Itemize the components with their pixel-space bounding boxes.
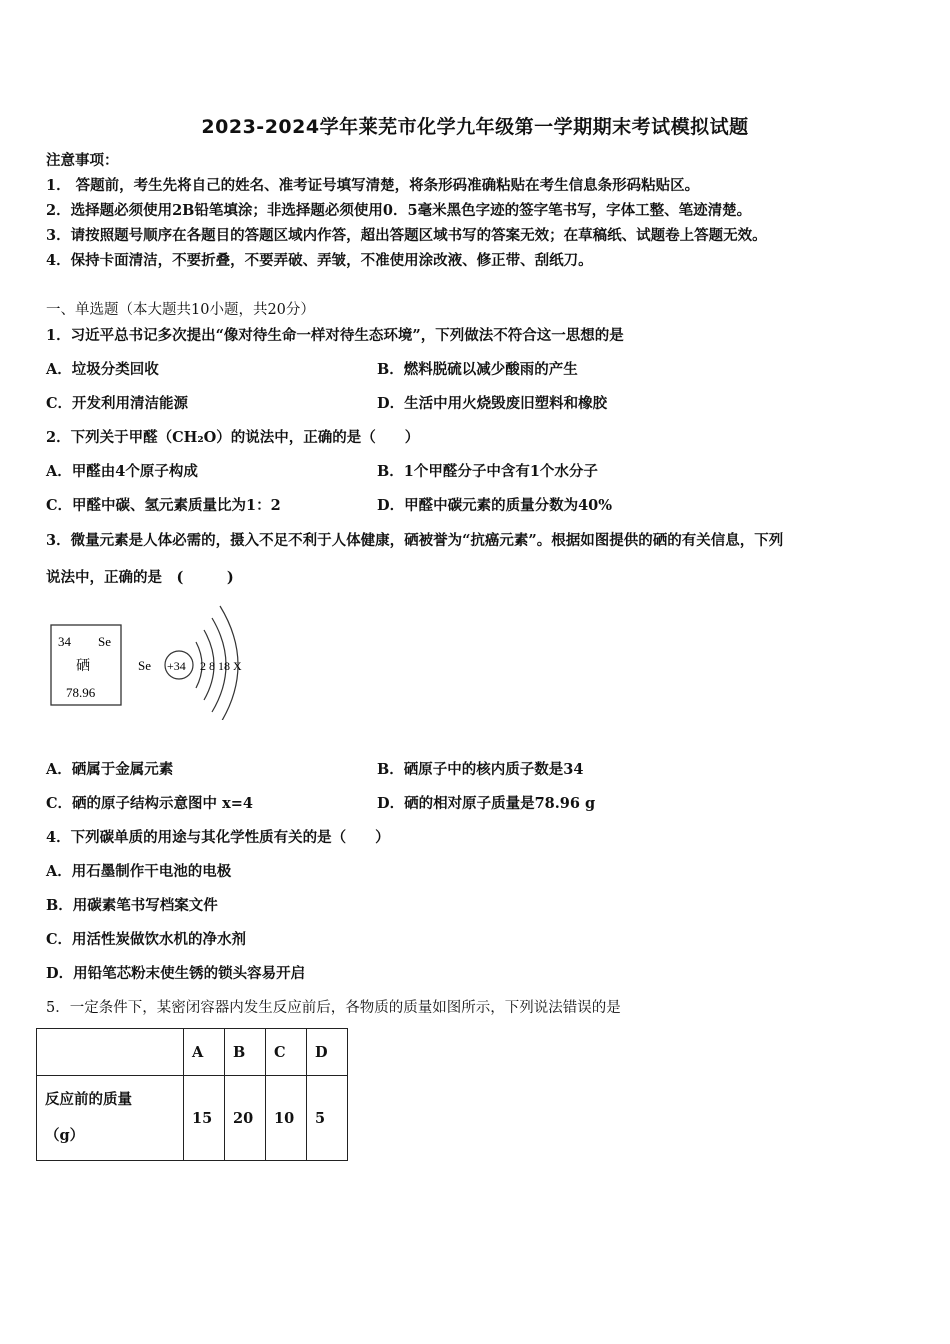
table-header-cell: C bbox=[266, 1029, 307, 1076]
selenium-figure bbox=[46, 600, 276, 720]
table-cell: 20 bbox=[225, 1076, 266, 1161]
row-label-line1: 反应前的质量 bbox=[45, 1091, 132, 1108]
q2-option-a: A．甲醛由4个原子构成 bbox=[46, 463, 198, 480]
notice-heading: 注意事项： bbox=[46, 152, 119, 169]
question-1-stem: 1．习近平总书记多次提出“像对待生命一样对待生态环境”，下列做法不符合这一思想的是 bbox=[46, 327, 624, 344]
question-5-stem: 5．一定条件下，某密闭容器内发生反应前后，各物质的质量如图所示，下列说法错误的是 bbox=[46, 1000, 621, 1016]
notice-item: 1． 答题前，考生先将自己的姓名、准考证号填写清楚，将条形码准确粘贴在考生信息条形码粘贴区。 bbox=[46, 177, 700, 194]
q2-option-c: C．甲醛中碳、氢元素质量比为1：2 bbox=[46, 497, 281, 514]
atomic-number: 34 bbox=[58, 634, 71, 649]
nucleus-charge: +34 bbox=[167, 659, 186, 673]
q4-option-c: C．用活性炭做饮水机的净水剂 bbox=[46, 931, 247, 948]
table-header-cell: B bbox=[225, 1029, 266, 1076]
q4-option-d: D．用铅笔芯粉末使生锈的锁头容易开启 bbox=[46, 965, 306, 982]
q3-option-c: C．硒的原子结构示意图中 x=4 bbox=[46, 795, 253, 812]
table-cell: 10 bbox=[266, 1076, 307, 1161]
q3-option-a: A．硒属于金属元素 bbox=[46, 761, 174, 778]
q3-option-b: B．硒原子中的核内质子数是34 bbox=[377, 761, 584, 778]
element-name: 硒 bbox=[76, 658, 90, 674]
q3-option-d: D．硒的相对原子质量是78.96 g bbox=[377, 795, 596, 812]
question-4-stem: 4．下列碳单质的用途与其化学性质有关的是（ ） bbox=[46, 829, 390, 846]
table-header-cell bbox=[37, 1029, 184, 1076]
table-cell: 5 bbox=[307, 1076, 348, 1161]
notice-item: 2．选择题必须使用2B铅笔填涂；非选择题必须使用0．5毫米黑色字迹的签字笔书写，字体工整、笔迹清楚。 bbox=[46, 202, 752, 219]
atomic-mass: 78.96 bbox=[66, 685, 96, 700]
q2-option-d: D．甲醛中碳元素的质量分数为40% bbox=[377, 497, 613, 514]
q1-option-b: B．燃料脱硫以减少酸雨的产生 bbox=[377, 361, 578, 378]
atom-symbol: Se bbox=[138, 658, 151, 673]
notice-item: 3．请按照题号顺序在各题目的答题区域内作答，超出答题区域书写的答案无效；在草稿纸、试题卷上答题无效。 bbox=[46, 227, 767, 244]
q4-option-a: A．用石墨制作干电池的电极 bbox=[46, 863, 232, 880]
table-row bbox=[37, 1076, 348, 1161]
q1-option-a: A．垃圾分类回收 bbox=[46, 361, 159, 378]
q1-option-d: D．生活中用火烧毁废旧塑料和橡胶 bbox=[377, 395, 608, 412]
table-row-label bbox=[37, 1076, 184, 1161]
row-label-line2: （g） bbox=[45, 1127, 85, 1144]
q2-option-b: B．1个甲醛分子中含有1个水分子 bbox=[377, 463, 598, 480]
shell-electrons: 2 8 18 X bbox=[200, 659, 242, 673]
mass-table bbox=[36, 1028, 348, 1161]
section-heading: 一、单选题（本大题共10小题，共20分） bbox=[46, 302, 315, 318]
table-header-cell: A bbox=[184, 1029, 225, 1076]
table-cell: 15 bbox=[184, 1076, 225, 1161]
q4-option-b: B．用碳素笔书写档案文件 bbox=[46, 897, 218, 914]
q1-option-c: C．开发利用清洁能源 bbox=[46, 395, 189, 412]
notice-item: 4．保持卡面清洁，不要折叠，不要弄破、弄皱，不准使用涂改液、修正带、刮纸刀。 bbox=[46, 252, 593, 269]
table-header-cell: D bbox=[307, 1029, 348, 1076]
page-title: 2023-2024学年莱芜市化学九年级第一学期期末考试模拟试题 bbox=[201, 116, 749, 138]
question-3-stem-line2: 说法中，正确的是 ( ) bbox=[46, 569, 234, 586]
question-3-stem-line1: 3．微量元素是人体必需的，摄入不足不利于人体健康，硒被誉为“抗癌元素”。根据如图提供的硒的有关信息，下列 bbox=[46, 532, 784, 549]
table-header-row bbox=[37, 1029, 348, 1076]
element-symbol: Se bbox=[98, 634, 111, 649]
question-2-stem: 2．下列关于甲醛（CH₂O）的说法中，正确的是（ ） bbox=[46, 429, 420, 446]
